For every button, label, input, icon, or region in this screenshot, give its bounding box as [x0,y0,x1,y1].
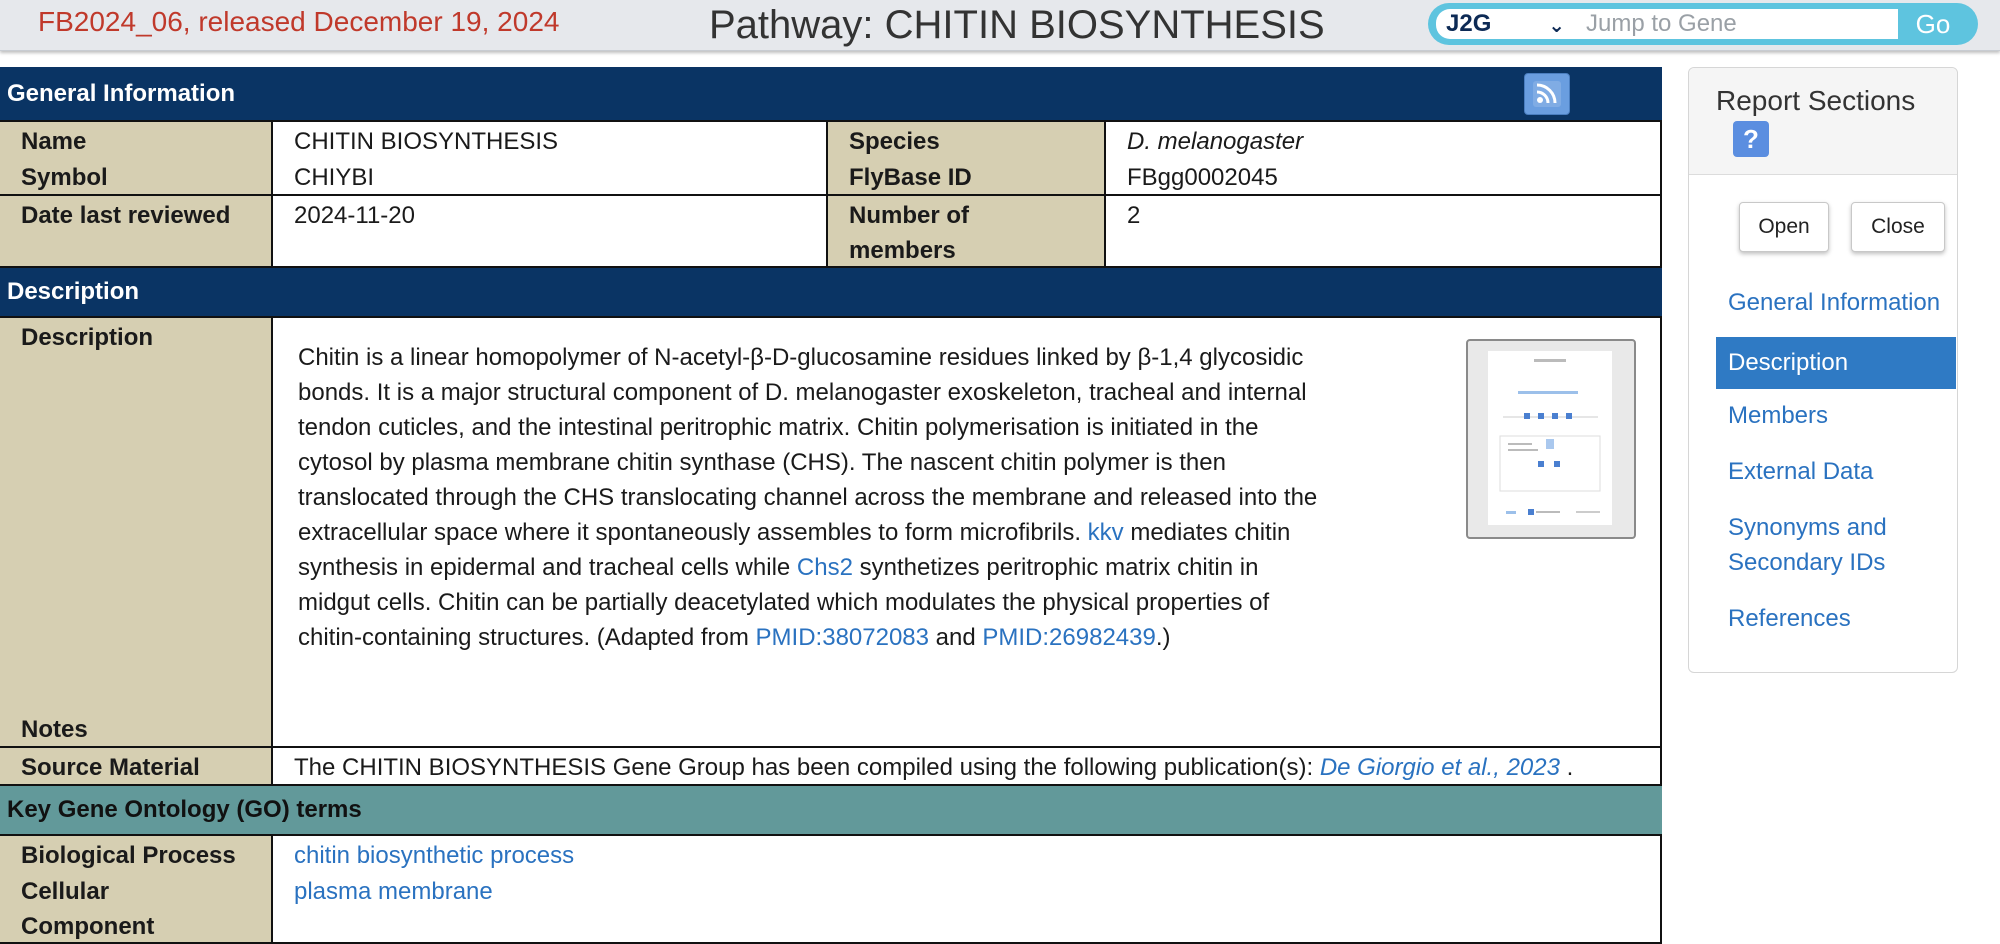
sidebar-item-description[interactable]: Description [1716,337,1956,389]
sidebar-header [1689,68,1957,175]
gene-link-kkv[interactable]: kkv [1087,519,1124,546]
table-row [0,834,1662,874]
chevron-down-icon: ⌄ [1548,15,1565,37]
pathway-diagram-thumbnail[interactable] [1466,339,1636,539]
biological-process-label: Biological Process [0,836,273,872]
description-header[interactable] [0,268,1662,316]
notes-label: Notes [0,710,273,746]
members-label-line1: Number of [849,202,969,229]
page-title: Pathway: CHITIN BIOSYNTHESIS [709,3,1325,47]
pmid-link[interactable]: PMID:26982439 [982,624,1156,651]
gene-link-chs2[interactable]: Chs2 [796,554,853,581]
rss-feed-button[interactable] [1524,73,1570,115]
open-all-button[interactable]: Open [1739,202,1829,252]
table-row [0,196,1662,268]
section-title: Key Gene Ontology (GO) terms [7,796,362,823]
sidebar-item-synonyms[interactable]: Synonyms and Secondary IDs [1728,514,1887,576]
description-text-part: Chitin is a linear homopolymer of N-acetyl-β-D-glucosamine residues linked by β-1,4 glycosidic bonds. It is a major structural component of D. melanogaster exoskeleton, tracheal and internal tendon cuticles, and the intestinal peritrophic matrix. Chitin polymerisation is initiated in the cytosol by plasma membrane chitin synthase (CHS). The nascent chitin polymer is then translocated through the CHS translocating channel across the membrane and released into the extracellular space where it spontaneously assembles to form microfibrils. [298,344,1318,546]
cc-label-line2: Component [21,913,155,940]
biological-process-value [273,836,1662,872]
sidebar-item-general-information[interactable]: General Information [1728,289,1941,316]
pmid-link[interactable]: PMID:38072083 [755,624,929,651]
flybase-id-label: FlyBase ID [828,158,1106,194]
close-all-button[interactable]: Close [1851,202,1945,252]
source-material-text: The CHITIN BIOSYNTHESIS Gene Group has been compiled using the following publication(s): [294,754,1320,781]
description-text-part: and [929,624,983,651]
table-row [0,120,1662,160]
general-information-header[interactable] [0,67,1662,120]
top-bar [0,0,2000,51]
description-text [298,340,1328,655]
table-row [0,748,1662,786]
flybase-id-value: FBgg0002045 [1106,158,1662,194]
cellular-component-label [0,872,273,942]
table-row [0,158,1662,196]
jump-to-gene-input[interactable] [1578,9,1898,39]
species-label: Species [828,122,1106,158]
report-sections-sidebar [1688,67,1958,673]
go-button[interactable]: Go [1900,4,1966,44]
sidebar-item-references[interactable]: References [1728,605,1851,632]
source-material-end: . [1559,754,1574,781]
rss-icon [1533,81,1561,107]
cc-label-line1: Cellular [21,878,110,905]
name-label: Name [0,122,273,158]
table-row [0,710,1662,748]
sidebar-item-members[interactable]: Members [1728,402,1829,429]
species-value: D. melanogaster [1106,122,1662,158]
date-reviewed-label: Date last reviewed [0,196,273,266]
sidebar-item-external-data[interactable]: External Data [1728,458,1874,485]
publication-link[interactable]: De Giorgio et al., 2023 [1319,754,1560,781]
go-term-link[interactable]: chitin biosynthetic process [294,842,575,869]
source-material-label: Source Material [0,748,273,784]
sidebar-title: Report Sections [1716,85,1916,116]
help-icon[interactable]: ? [1733,121,1769,157]
description-text-part: mediates chitin synthesis in epidermal and tracheal cells while [298,519,1291,581]
section-title: Description [7,278,140,305]
cellular-component-value [273,872,1662,942]
description-text-part: synthetizes peritrophic matrix chitin in midgut cells. Chitin can be partially deacetylated which modulates the physical properties of chitin-containing structures. (Adapted from [298,554,1270,651]
symbol-value: CHIYBI [273,158,828,194]
go-terms-header[interactable] [0,786,1662,834]
number-of-members-value: 2 [1106,196,1662,266]
table-row [0,872,1662,944]
date-reviewed-value: 2024-11-20 [273,196,828,266]
description-label: Description [0,318,273,710]
section-title: General Information [7,80,236,107]
name-value: CHITIN BIOSYNTHESIS [273,122,828,158]
search-type-select[interactable] [1436,9,1579,39]
number-of-members-label [828,196,1106,266]
description-text-part: .) [1155,624,1171,651]
source-material-value [273,748,1662,784]
search-type-value: J2G [1446,10,1492,37]
go-term-link[interactable]: plasma membrane [294,878,493,905]
members-label-line2: members [849,237,956,264]
symbol-label: Symbol [0,158,273,194]
release-info: FB2024_06, released December 19, 2024 [38,6,560,37]
notes-value [273,710,1662,746]
pathway-diagram-image [1488,351,1612,525]
